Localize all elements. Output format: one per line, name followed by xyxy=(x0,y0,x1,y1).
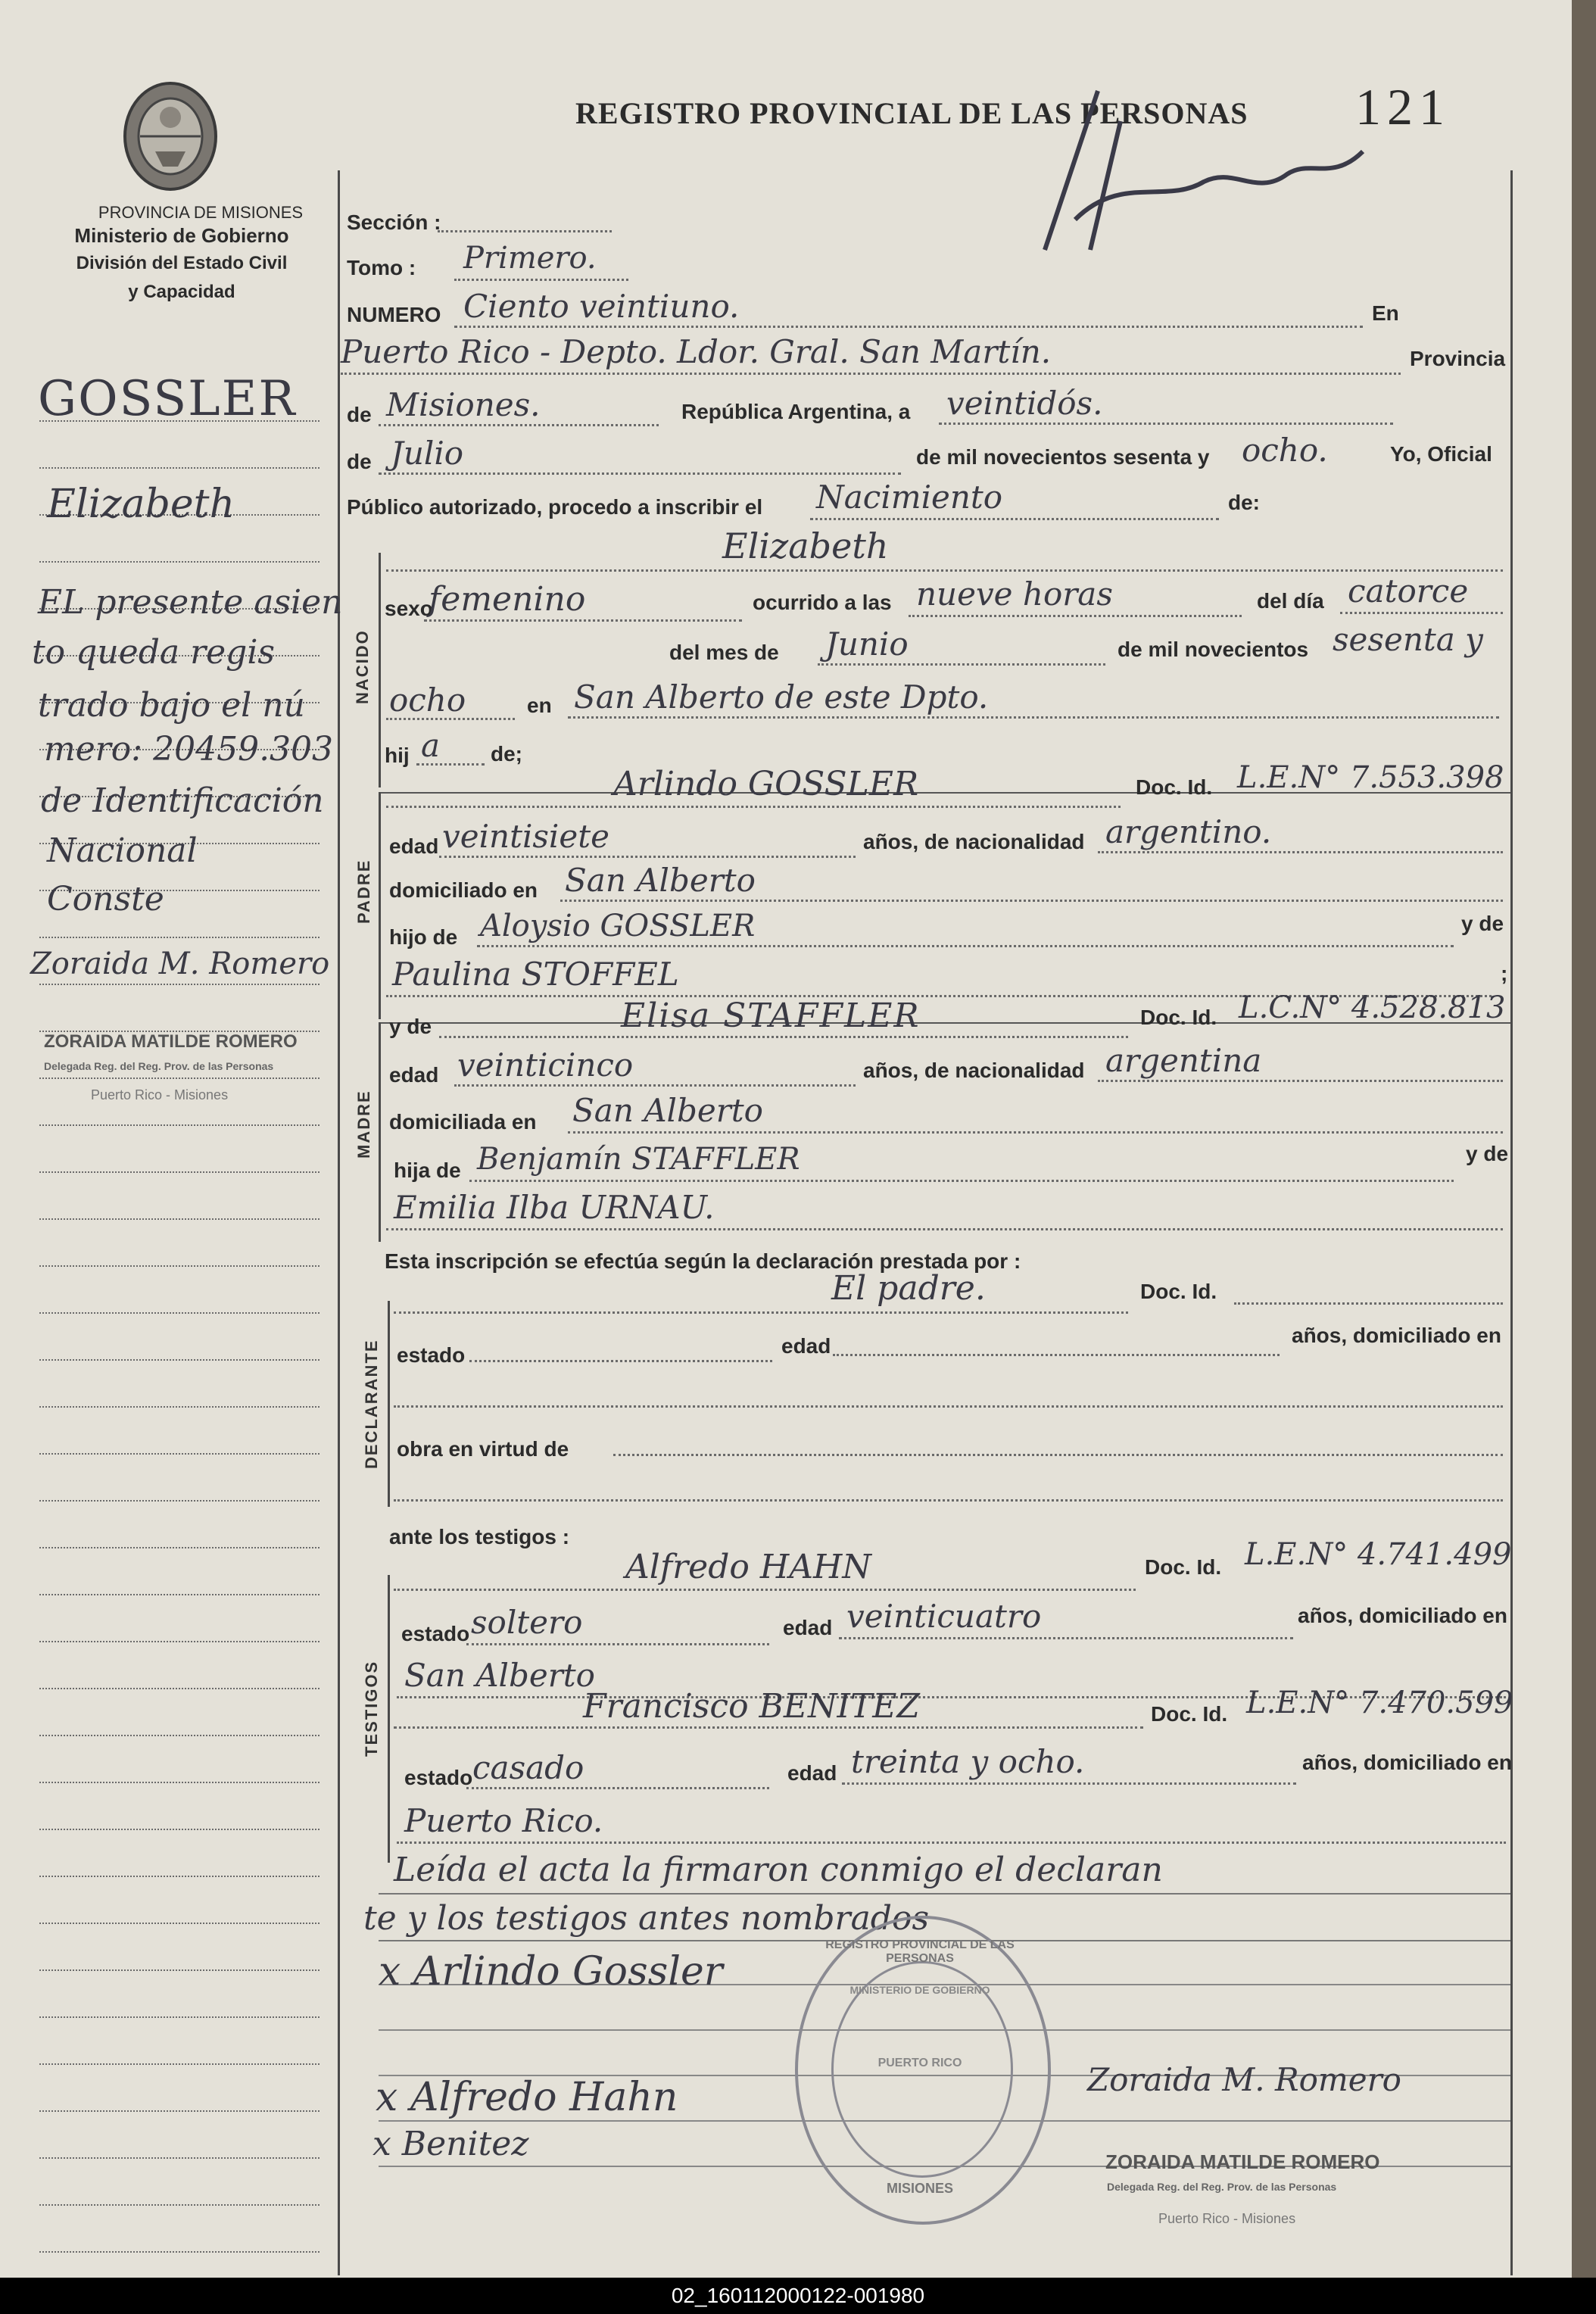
label-hij: hij xyxy=(385,744,410,767)
label-testigo1-anos: años, domiciliado en xyxy=(1298,1604,1507,1627)
testigo2-estado-line xyxy=(466,1787,769,1789)
label-mil-sesenta: de mil novecientos sesenta y xyxy=(916,445,1210,469)
margin-rule xyxy=(39,1688,320,1689)
margin-given-name: Elizabeth xyxy=(47,482,235,527)
seal-center-text: PUERTO RICO xyxy=(877,2057,962,2069)
official-stamp-name: ZORAIDA MATILDE ROMERO xyxy=(1105,2150,1380,2173)
page-title: REGISTRO PROVINCIAL DE LAS PERSONAS xyxy=(575,96,1248,130)
value-hora: nueve horas xyxy=(916,575,1113,613)
margin-signature: Zoraida M. Romero xyxy=(30,946,330,981)
margin-rule xyxy=(39,1547,320,1548)
obra-line-2 xyxy=(394,1499,1503,1502)
margin-rule xyxy=(39,1312,320,1314)
signature-witness-2: x Benitez xyxy=(373,2125,529,2163)
value-provincia: Misiones. xyxy=(386,386,541,423)
margin-rule xyxy=(39,1265,320,1267)
label-testigo2-edad: edad xyxy=(787,1761,837,1785)
label-declarante-estado: estado xyxy=(397,1343,466,1367)
value-madre-domicilio: San Alberto xyxy=(572,1092,763,1129)
label-madre-edad: edad xyxy=(389,1063,439,1087)
binding-spine xyxy=(1572,0,1596,2278)
section-label-madre: MADRE xyxy=(354,1090,373,1159)
margin-rule xyxy=(39,1171,320,1173)
label-del-dia: del día xyxy=(1257,589,1324,613)
margin-rule xyxy=(39,1829,320,1830)
value-padre-edad: veintisiete xyxy=(442,818,609,855)
margin-rule xyxy=(39,1124,320,1126)
value-nacido-nombre: Elizabeth xyxy=(722,525,889,566)
mes-acta-line xyxy=(379,472,901,475)
margin-rule xyxy=(39,1641,320,1642)
closing-line-1: Leída el acta la firmaron conmigo el declaran xyxy=(394,1851,1163,1889)
margin-rule xyxy=(39,1594,320,1595)
label-madre-domicilio: domiciliada en xyxy=(389,1110,537,1134)
value-testigo2-edad: treinta y ocho. xyxy=(851,1743,1085,1780)
scrawl-signature-icon xyxy=(1030,68,1378,265)
margin-note-7: Conste xyxy=(47,880,164,918)
margin-note-5: de Identificación xyxy=(41,781,324,820)
value-tomo: Primero. xyxy=(463,241,597,276)
anio-b-line xyxy=(386,718,515,720)
madre-bracket xyxy=(379,1022,381,1242)
value-madre-nacionalidad: argentina xyxy=(1105,1042,1262,1079)
value-lugar: Puerto Rico - Depto. Ldor. Gral. San Martín. xyxy=(341,333,1052,370)
testigo2-edad-line xyxy=(842,1782,1296,1785)
label-semicolon: ; xyxy=(1501,962,1508,985)
label-ante: ante los testigos : xyxy=(389,1525,570,1548)
label-republica: República Argentina, a xyxy=(681,400,911,423)
value-testigo1-doc: L.E.N° 4.741.499 xyxy=(1245,1537,1512,1572)
padre-padre-line xyxy=(477,945,1454,947)
office-line-2: Ministerio de Gobierno xyxy=(74,224,289,247)
value-hij: a xyxy=(421,727,441,764)
margin-rule xyxy=(39,2251,320,2253)
testigo1-nombre-line xyxy=(394,1589,1136,1591)
value-declarante: El padre. xyxy=(831,1269,986,1308)
signature-official: Zoraida M. Romero xyxy=(1087,2061,1401,2098)
margin-note-6: Nacional xyxy=(47,831,198,870)
value-padre-domicilio: San Alberto xyxy=(565,862,756,899)
seal-ring-text: REGISTRO PROVINCIAL DE LAS PERSONAS xyxy=(825,1938,1015,1965)
label-de-semi: de; xyxy=(491,742,522,766)
padre-nac-line xyxy=(1098,851,1503,853)
margin-rule xyxy=(39,1406,320,1408)
label-testigo2-estado: estado xyxy=(404,1766,473,1789)
label-en: En xyxy=(1372,301,1399,325)
madre-edad-line xyxy=(454,1084,856,1087)
dia-acta-line xyxy=(939,423,1393,425)
value-padre-nombre: Arlindo GOSSLER xyxy=(613,765,919,803)
label-obra: obra en virtud de xyxy=(397,1437,569,1461)
value-testigo2-doc: L.E.N° 7.470.599 xyxy=(1246,1686,1513,1720)
seccion-line xyxy=(438,230,612,232)
label-de-colon: de: xyxy=(1228,491,1260,514)
value-padre-padre: Aloysio GOSSLER xyxy=(480,909,756,943)
margin-rule xyxy=(39,561,320,563)
testigo2-domicilio-line xyxy=(397,1842,1506,1844)
nacido-bracket xyxy=(379,553,381,787)
value-testigo1-estado: soltero xyxy=(471,1604,583,1641)
sexo-line xyxy=(424,619,742,622)
label-padre-domicilio: domiciliado en xyxy=(389,878,538,902)
label-testigo1-estado: estado xyxy=(401,1622,470,1645)
value-dia-acta: veintidós. xyxy=(946,385,1103,422)
padre-edad-line xyxy=(439,856,856,858)
closing-line-2: te y los testigos antes nombrados xyxy=(363,1899,930,1938)
section-label-nacido: NACIDO xyxy=(353,629,372,704)
label-padre-doc: Doc. Id. xyxy=(1136,775,1213,799)
margin-note-4: mero: 20459.303 xyxy=(44,730,334,769)
label-declarante-edad: edad xyxy=(781,1334,831,1358)
section-label-padre: PADRE xyxy=(354,859,373,924)
label-declaracion: Esta inscripción se efectúa según la declaración prestada por : xyxy=(385,1249,1021,1273)
label-en-lugar: en xyxy=(527,694,552,717)
label-ocurrido: ocurrido a las xyxy=(753,591,892,614)
madre-domicilio-line xyxy=(568,1131,1503,1134)
madre-madre-line xyxy=(386,1228,1503,1230)
label-padre-y-de: y de xyxy=(1461,912,1504,935)
margin-rule xyxy=(39,1969,320,1971)
margin-rule xyxy=(39,1500,320,1502)
label-numero: NUMERO xyxy=(347,303,441,326)
madre-padre-line xyxy=(469,1180,1454,1182)
label-testigo1-doc: Doc. Id. xyxy=(1145,1555,1222,1579)
padre-nombre-line xyxy=(386,806,1121,808)
value-padre-nacionalidad: argentino. xyxy=(1105,813,1272,850)
obra-line xyxy=(613,1454,1503,1456)
signature-witness-1: x Alfredo Hahn xyxy=(376,2075,678,2120)
value-sexo: femenino xyxy=(429,580,586,619)
declarante-edad-line xyxy=(833,1354,1280,1356)
margin-rule xyxy=(39,1923,320,1924)
value-madre-doc: L.C.N° 4.528.813 xyxy=(1239,990,1506,1025)
value-testigo1-nombre: Alfredo HAHN xyxy=(625,1548,871,1586)
label-madre-y-de-2: y de xyxy=(1466,1142,1509,1165)
testigo1-estado-line xyxy=(466,1643,769,1645)
signature-father: x Arlindo Gossler xyxy=(379,1949,723,1994)
value-madre-nombre: Elisa STAFFLER xyxy=(621,996,921,1035)
value-padre-doc: L.E.N° 7.553.398 xyxy=(1237,760,1504,795)
value-nacido-lugar: San Alberto de este Dpto. xyxy=(574,678,989,716)
margin-rule xyxy=(39,2110,320,2112)
act-number: 121 xyxy=(1355,78,1451,136)
value-madre-madre: Emilia Ilba URNAU. xyxy=(394,1189,715,1226)
margin-rule xyxy=(39,1359,320,1361)
madre-nac-line xyxy=(1098,1080,1503,1082)
margin-rule xyxy=(39,2157,320,2159)
label-provincia: Provincia xyxy=(1410,347,1506,370)
value-testigo2-nombre: Francisco BENITEZ xyxy=(583,1687,920,1726)
value-testigo1-domicilio: San Alberto xyxy=(404,1657,595,1694)
hora-line xyxy=(909,615,1242,617)
value-testigo2-estado: casado xyxy=(472,1749,584,1786)
official-stamp-role: Delegada Reg. del Reg. Prov. de las Personas xyxy=(1107,2181,1337,2193)
margin-rule xyxy=(39,1782,320,1783)
value-anio-a: sesenta y xyxy=(1333,621,1483,658)
section-label-declarante: DECLARANTE xyxy=(362,1339,381,1469)
testigo2-nombre-line xyxy=(394,1726,1143,1729)
margin-rule xyxy=(39,467,320,469)
label-yo-oficial: Yo, Oficial xyxy=(1390,442,1492,466)
value-testigo1-edad: veinticuatro xyxy=(846,1598,1042,1635)
margin-surname: GOSSLER xyxy=(38,371,297,427)
label-hija-de: hija de xyxy=(394,1159,461,1182)
nacido-lugar-line xyxy=(568,716,1499,719)
margin-rule xyxy=(39,1218,320,1220)
value-tipo: Nacimiento xyxy=(816,479,1003,516)
margin-divider xyxy=(338,170,340,2275)
label-hijo-de: hijo de xyxy=(389,925,458,949)
office-line-4: y Capacidad xyxy=(128,282,235,302)
declarante-estado-line xyxy=(469,1360,772,1362)
tomo-line xyxy=(454,279,628,281)
declarante-dom-line xyxy=(394,1405,1503,1408)
label-madre-nac: años, de nacionalidad xyxy=(863,1059,1085,1082)
margin-note-3: trado bajo el nú xyxy=(38,686,305,725)
official-stamp-place: Puerto Rico - Misiones xyxy=(1158,2211,1296,2226)
value-mes: Junio xyxy=(825,625,909,663)
mes-line xyxy=(818,663,1105,666)
value-madre-padre: Benjamín STAFFLER xyxy=(477,1142,800,1177)
value-anio-b: ocho xyxy=(389,681,466,719)
margin-rule xyxy=(39,1453,320,1455)
label-declarante-anos: años, domiciliado en xyxy=(1292,1324,1501,1347)
label-del-mes: del mes de xyxy=(669,641,779,664)
margin-stamp-place: Puerto Rico - Misiones xyxy=(91,1087,229,1102)
madre-nombre-line xyxy=(439,1036,1128,1038)
margin-note-2: to queda regis xyxy=(32,633,275,672)
footer-code: 02_160112000122-001980 xyxy=(0,2278,1596,2314)
margin-note-1: EL presente asien xyxy=(38,583,343,622)
seal-inner-text: MINISTERIO DE GOBIERNO xyxy=(849,1984,990,1996)
margin-stamp-name: ZORAIDA MATILDE ROMERO xyxy=(44,1031,298,1052)
dia-line xyxy=(1340,612,1503,614)
label-testigo2-doc: Doc. Id. xyxy=(1151,1702,1228,1726)
label-tomo: Tomo : xyxy=(347,256,416,279)
declarante-bracket xyxy=(388,1301,390,1507)
label-padre-edad: edad xyxy=(389,834,439,858)
margin-stamp-role: Delegada Reg. del Reg. Prov. de las Personas xyxy=(44,1060,274,1072)
testigos-bracket xyxy=(388,1575,390,1863)
margin-rule xyxy=(39,937,320,938)
margin-rule xyxy=(39,1735,320,1736)
margin-rule xyxy=(39,2204,320,2206)
value-dia: catorce xyxy=(1348,572,1469,610)
label-madre-doc: Doc. Id. xyxy=(1140,1006,1217,1029)
label-testigo2-anos: años, domiciliado en xyxy=(1302,1751,1512,1774)
label-de-mes: de xyxy=(347,450,372,473)
closing-rule-1 xyxy=(379,1893,1510,1895)
label-seccion: Sección : xyxy=(347,211,441,234)
margin-rule xyxy=(39,2016,320,2018)
label-declarante-doc: Doc. Id. xyxy=(1140,1280,1217,1303)
padre-domicilio-line xyxy=(560,900,1503,902)
padre-bracket xyxy=(379,792,381,1019)
nacido-nombre-line xyxy=(386,569,1503,572)
label-testigo1-edad: edad xyxy=(783,1616,833,1639)
label-de: de xyxy=(347,403,372,426)
tipo-line xyxy=(810,518,1219,520)
section-label-testigos: TESTIGOS xyxy=(362,1660,381,1757)
value-numero: Ciento veintiuno. xyxy=(463,288,740,325)
office-line-3: División del Estado Civil xyxy=(76,253,288,273)
office-line-1: PROVINCIA DE MISIONES xyxy=(98,203,304,222)
right-border xyxy=(1510,170,1513,2275)
label-sexo: sexo xyxy=(385,597,433,620)
coat-of-arms-icon xyxy=(114,76,227,201)
declarante-doc-line xyxy=(1234,1302,1503,1305)
margin-rule xyxy=(39,1077,320,1079)
margin-rule xyxy=(39,984,320,985)
lugar-line xyxy=(341,373,1401,375)
label-padre-nac: años, de nacionalidad xyxy=(863,830,1085,853)
value-testigo2-domicilio: Puerto Rico. xyxy=(404,1802,603,1839)
label-madre-y-de: y de xyxy=(389,1015,432,1038)
hij-line xyxy=(416,763,485,766)
value-mes-acta: Julio xyxy=(391,435,464,472)
seal-bottom-text: MISIONES xyxy=(886,2181,953,2196)
label-de-mil: de mil novecientos xyxy=(1118,638,1309,661)
value-anio-acta: ocho. xyxy=(1242,432,1328,469)
value-padre-madre: Paulina STOFFEL xyxy=(392,956,679,993)
declarante-line xyxy=(394,1311,1128,1314)
margin-rule xyxy=(39,1876,320,1877)
testigo1-edad-line xyxy=(839,1637,1293,1639)
provincia-line xyxy=(379,424,659,426)
value-madre-edad: veinticinco xyxy=(457,1046,634,1084)
margin-rule xyxy=(39,2063,320,2065)
numero-line xyxy=(454,326,1363,328)
label-publico: Público autorizado, procedo a inscribir el xyxy=(347,495,763,519)
